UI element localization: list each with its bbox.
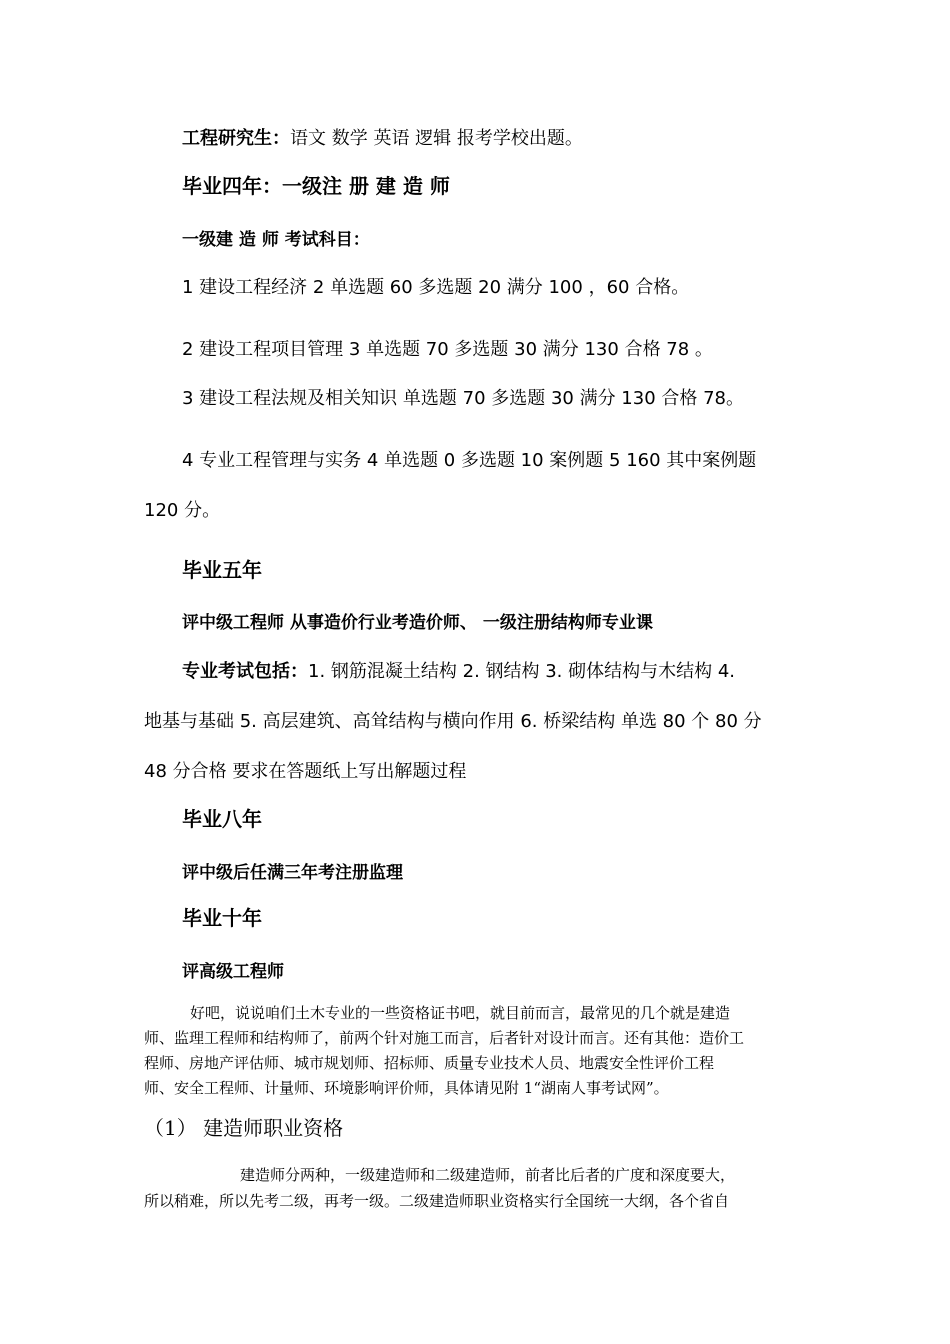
exam-list-a: 1. 钢筋混凝土结构 2. 钢结构 3. 砌体结构与木结构 4. (308, 661, 736, 682)
postgrad-subjects: 语文 数学 英语 逻辑 报考学校出题。 (290, 128, 583, 149)
postgrad-label: 工程研究生： (182, 128, 290, 149)
year-eight-line: 评中级后任满三年考注册监理 (182, 863, 403, 883)
subject-item-4: 4 专业工程管理与实务 4 单选题 0 多选题 10 案例题 5 160 其中案例题 (182, 450, 757, 471)
exam-line-b: 地基与基础 5. 高层建筑、高耸结构与横向作用 6. 桥梁结构 单选 80 个 80 分 (144, 711, 762, 732)
para-certs-line-1: 好吧，说说咱们土木专业的一些资格证书吧，就目前而言，最常见的几个就是建造 (190, 1004, 731, 1022)
heading-year-ten: 毕业十年 (182, 906, 262, 930)
para-certs-line-3: 程师、房地产评估师、城市规划师、招标师、质量专业技术人员、地震安全性评价工程 (144, 1054, 715, 1072)
heading-year-four: 毕业四年：一级注 册 建 造 师 (182, 174, 450, 198)
subject-item-3: 3 建设工程法规及相关知识 单选题 70 多选题 30 满分 130 合格 78。 (182, 388, 745, 409)
subheading-exam-subjects: 一级建 造 师 考试科目： (182, 230, 370, 250)
section-heading-constructor: （1） 建造师职业资格 (144, 1116, 344, 1140)
para-constructor-line-1: 建造师分两种，一级建造师和二级建造师，前者比后者的广度和深度要大， (240, 1166, 736, 1184)
exam-label: 专业考试包括： (182, 661, 308, 682)
year-five-line: 评中级工程师 从事造价行业考造价师、 一级注册结构师专业课 (182, 613, 653, 633)
subject-item-4-cont: 120 分。 (144, 500, 221, 521)
exam-line-a (182, 657, 735, 683)
para-constructor-line-2: 所以稍难，所以先考二级，再考一级。二级建造师职业资格实行全国统一大纲，各个省自 (144, 1192, 730, 1210)
subject-item-2: 2 建设工程项目管理 3 单选题 70 多选题 30 满分 130 合格 78 。 (182, 339, 713, 360)
year-ten-line: 评高级工程师 (182, 962, 284, 982)
heading-year-eight: 毕业八年 (182, 807, 262, 831)
exam-line-c: 48 分合格 要求在答题纸上写出解题过程 (144, 761, 467, 782)
para-certs-line-4: 师、安全工程师、计量师、环境影响评价师，具体请见附 1“湖南人事考试网”。 (144, 1079, 669, 1097)
para-certs-line-2: 师、监理工程师和结构师了，前两个针对施工而言，后者针对设计而言。还有其他：造价工 (144, 1029, 745, 1047)
heading-year-five: 毕业五年 (182, 558, 262, 582)
postgrad-line (182, 124, 583, 150)
subject-item-1: 1 建设工程经济 2 单选题 60 多选题 20 满分 100 ，60 合格。 (182, 277, 690, 298)
